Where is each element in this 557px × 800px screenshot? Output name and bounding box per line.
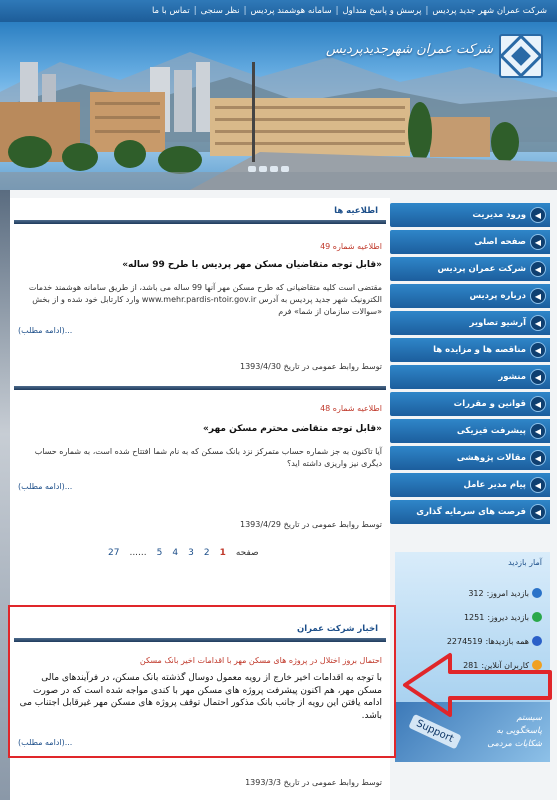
header-banner <box>0 22 557 190</box>
support-en-text: Support <box>408 714 461 749</box>
announcement-body: آیا تاکنون به جز شماره حساب متمرکز نزد بانک مسکن که به نام شما افتتاح شده است، به شماره حساب دیگری نیز واریزی داشته اید؟ <box>34 447 382 468</box>
slider-dot[interactable] <box>248 166 256 172</box>
page-link[interactable]: 3 <box>188 548 194 558</box>
highlight-box <box>8 605 396 758</box>
menu-item-home[interactable]: ◀ صفحه اصلی <box>390 230 550 254</box>
menu-item-tenders[interactable]: ◀ مناقصه ها و مزایده ها <box>390 338 550 362</box>
menu-item-ceo-message[interactable]: ◀ پیام مدیر عامل <box>390 473 550 497</box>
user-icon <box>532 612 542 622</box>
nav-separator: | <box>425 6 429 16</box>
chevron-left-icon: ◀ <box>530 207 546 223</box>
menu-item-investment[interactable]: ◀ فرصت های سرمایه گذاری <box>390 500 550 524</box>
menu-item-regulations[interactable]: ◀ قوانین و مقررات <box>390 392 550 416</box>
announcement-title[interactable]: «قابل توجه متقاضیان مسکن مهر پردیس با طرح 99 ساله» <box>122 260 382 270</box>
page-link[interactable]: 2 <box>203 548 210 558</box>
pagination <box>108 548 259 558</box>
menu-item-charter[interactable]: ◀ منشور <box>390 365 550 389</box>
menu-item-admin-login[interactable]: ◀ ورود مدیریت <box>390 203 550 227</box>
sidebar-menu <box>390 203 550 527</box>
chevron-left-icon: ◀ <box>530 477 546 493</box>
page-label: صفحه <box>235 548 259 558</box>
users-icon <box>532 636 542 646</box>
stat-online: کاربران آنلاین: 281 <box>463 660 542 670</box>
nav-separator: | <box>243 6 247 16</box>
chevron-left-icon: ◀ <box>530 288 546 304</box>
company-news-heading: اخبار شرکت عمران <box>296 624 378 634</box>
section-rule <box>14 220 386 224</box>
announcement-body: مقتضی است کلیه متقاضیانی که طرح مسکن مهر آنها 99 ساله می باشد، از طریق سامانه هوشمند خدمات الکترونیک شهر جدید پردیس به آدرس www.mehr.pardis-ntoir.gov.ir وارد کارتابل خود شده و از بخش «سوالات سازمان از شما» فرم <box>28 283 382 316</box>
slider-dots[interactable] <box>248 166 289 172</box>
nav-link-contact[interactable]: تماس با ما <box>151 6 190 16</box>
news-body: با توجه به اقدامات اخیر خارج از رویه معمول دوسال گذشته بانک مسکن، در فرآیندهای مالی مسکن مهر، هم اکنون پیشرفت پروژه های مسکن مهر با کندی مواجه شده است که در صورت ادامه یافتن این رویه از جانب بانک مذکور احتمال توقف پروژه های مسکن مهر غیرقابل اجتناب می باشد. <box>19 673 382 721</box>
news-title[interactable]: احتمال بروز اختلال در پروژه های مسکن مهر با اقدامات اخیر بانک مسکن <box>139 656 382 665</box>
top-nav <box>0 0 557 22</box>
page-link[interactable]: 5 <box>156 548 163 558</box>
read-more-link[interactable]: ...(ادامه مطلب) <box>18 326 73 335</box>
chevron-left-icon: ◀ <box>530 261 546 277</box>
company-logo[interactable] <box>499 34 543 78</box>
chevron-left-icon: ◀ <box>530 342 546 358</box>
chevron-left-icon: ◀ <box>530 423 546 439</box>
menu-item-gallery[interactable]: ◀ آرشیو تصاویر <box>390 311 550 335</box>
nav-link-faq[interactable]: پرسش و پاسخ متداول <box>342 6 422 16</box>
annotation-arrow-icon <box>400 650 555 723</box>
menu-item-progress[interactable]: ◀ پیشرفت فیزیکی <box>390 419 550 443</box>
menu-item-company[interactable]: ◀ شرکت عمران پردیس <box>390 257 550 281</box>
stats-title: آمار بازدید <box>508 558 542 567</box>
announcement-byline: توسط روابط عمومی در تاریخ 1393/4/30 <box>240 362 382 371</box>
page-link[interactable]: 4 <box>172 548 179 558</box>
menu-item-about[interactable]: ◀ درباره پردیس <box>390 284 550 308</box>
slider-dot[interactable] <box>281 166 289 172</box>
announcement-number: اطلاعیه شماره 48 <box>320 404 382 413</box>
read-more-link[interactable]: ...(ادامه مطلب) <box>18 482 73 491</box>
chevron-left-icon: ◀ <box>530 234 546 250</box>
page-ellipsis: ...... <box>129 548 147 558</box>
page-link-last[interactable]: 27 <box>108 548 120 558</box>
nav-link-company[interactable]: شرکت عمران شهر جدید پردیس <box>432 6 547 16</box>
stat-yesterday: بازدید دیروز: 1251 <box>464 612 542 622</box>
nav-separator: | <box>193 6 197 16</box>
slider-dot[interactable] <box>270 166 278 172</box>
section-rule <box>14 386 386 390</box>
announcement-number: اطلاعیه شماره 49 <box>320 242 382 251</box>
chevron-left-icon: ◀ <box>530 315 546 331</box>
stat-today: بازدید امروز: 312 <box>468 588 542 598</box>
chevron-left-icon: ◀ <box>530 504 546 520</box>
nav-link-smart-system[interactable]: سامانه هوشمند پردیس <box>250 6 332 16</box>
support-fa-text: سیستم پاسخگویی به شکایات مردمی <box>487 713 542 749</box>
stat-total: همه بازدیدها: 2274519 <box>447 636 542 646</box>
nav-link-poll[interactable]: نظر سنجی <box>200 6 240 16</box>
chevron-left-icon: ◀ <box>530 450 546 466</box>
slider-dot[interactable] <box>259 166 267 172</box>
menu-item-articles[interactable]: ◀ مقالات پژوهشی <box>390 446 550 470</box>
user-icon <box>532 588 542 598</box>
chevron-left-icon: ◀ <box>530 396 546 412</box>
announcement-title[interactable]: «قابل توجه متقاضی محترم مسکن مهر» <box>203 424 382 434</box>
nav-separator: | <box>335 6 339 16</box>
news-byline: توسط روابط عمومی در تاریخ 1393/3/3 <box>245 778 382 787</box>
chevron-left-icon: ◀ <box>530 369 546 385</box>
read-more-link[interactable]: ...(ادامه مطلب) <box>18 738 73 747</box>
announcement-byline: توسط روابط عمومی در تاریخ 1393/4/29 <box>240 520 382 529</box>
page-current: 1 <box>219 548 226 558</box>
company-logo-text: شرکت عمران شهرجدیدپردیس <box>325 42 493 57</box>
announcements-heading: اطلاعیه ها <box>334 206 378 216</box>
